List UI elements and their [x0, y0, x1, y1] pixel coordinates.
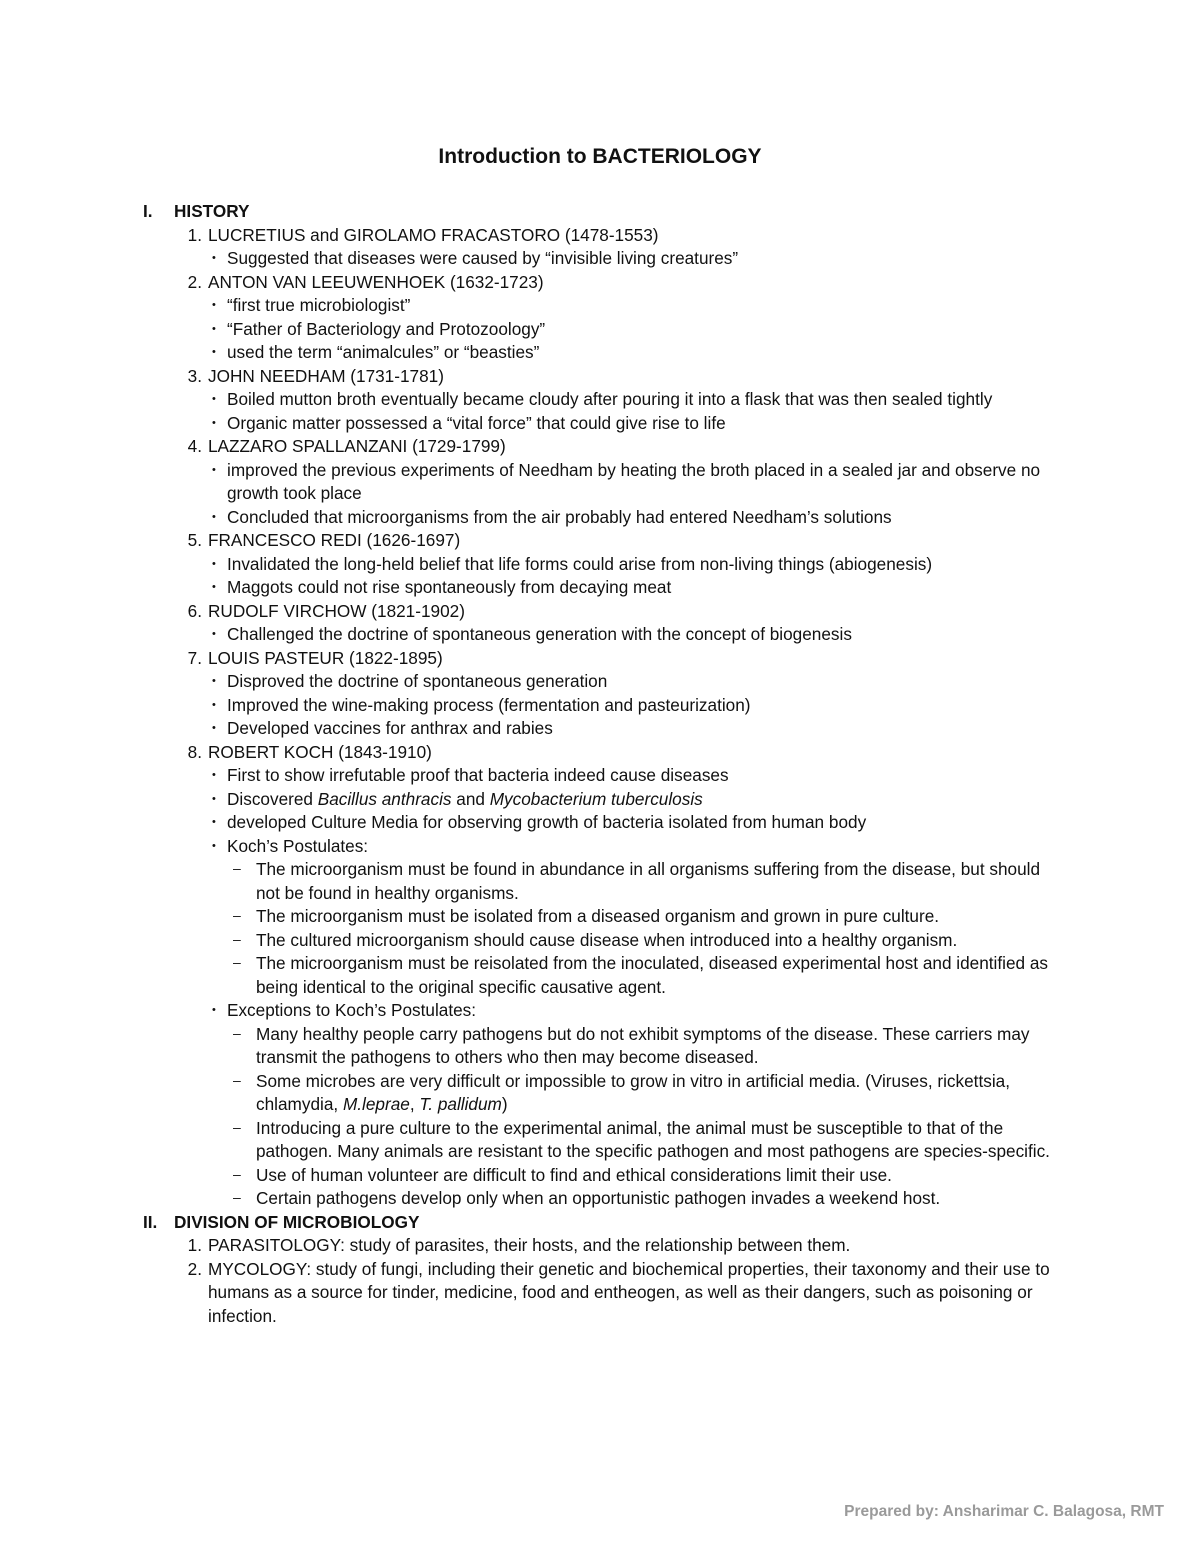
bullet-item — [208, 576, 1063, 600]
sub-list — [227, 1023, 1063, 1211]
dash-icon: – — [233, 860, 241, 876]
italic-term: Bacillus anthracis — [317, 788, 452, 809]
text-run: used the term “animalcules” or “beasties” — [227, 342, 540, 362]
text-run: Concluded that microorganisms from the air probably had entered Needham’s solutions — [227, 506, 892, 527]
item-number: 5. — [187, 530, 202, 550]
item-number: 8. — [187, 741, 202, 762]
item-label: RUDOLF VIRCHOW (1821-1902) — [208, 600, 465, 621]
list-item — [174, 741, 1063, 1211]
bullet-item — [208, 835, 1063, 1000]
bullet-text — [227, 388, 1063, 412]
bullet-dot-icon: • — [212, 346, 216, 358]
bullet-item — [208, 553, 1063, 577]
bullet-dot-icon: • — [212, 581, 216, 593]
bullet-dot-icon: • — [212, 698, 216, 711]
item-label: JOHN NEEDHAM (1731-1781) — [208, 365, 444, 386]
bullet-dot-icon: • — [212, 628, 216, 640]
bullet-text — [227, 341, 1063, 365]
bullet-item — [208, 788, 1063, 812]
text-run: Invalidated the long-held belief that life forms could arise from non-living things (abiogenesis) — [227, 553, 933, 574]
item-label: ANTON VAN LEEUWENHOEK (1632-1723) — [208, 271, 544, 292]
text-run: The cultured microorganism should cause disease when introduced into a healthy organism. — [256, 929, 958, 950]
list-item — [174, 435, 1063, 529]
bullet-dot-icon: • — [212, 252, 216, 264]
section-numeral: I. — [143, 201, 153, 221]
list-item — [174, 647, 1063, 741]
text-run: Many healthy people carry pathogens but do not exhibit symptoms of the disease. These carriers may transmit the pathogens to others who then may become diseased. — [256, 1023, 1030, 1067]
bullet-dot-icon: • — [212, 393, 216, 405]
bullet-item — [208, 412, 1063, 436]
text-run: developed Culture Media for observing growth of bacteria isolated from human body — [227, 812, 867, 832]
sub-item — [227, 1023, 1063, 1070]
text-run: Use of human volunteer are difficult to find and ethical considerations limit their use. — [256, 1164, 892, 1185]
section-numeral: II. — [143, 1211, 158, 1232]
sub-text — [256, 1187, 1063, 1211]
text-run: “Father of Bacteriology and Protozoology” — [227, 318, 546, 339]
item-label: LOUIS PASTEUR (1822-1895) — [208, 647, 443, 668]
text-run: Discovered — [227, 788, 318, 809]
item-number: 2. — [187, 1258, 202, 1279]
text-run: Organic matter possessed a “vital force” that could give rise to life — [227, 412, 726, 433]
prepared-by-footer: Prepared by: Ansharimar C. Balagosa, RMT — [844, 1503, 1164, 1520]
sub-item — [227, 1070, 1063, 1117]
list-item — [174, 600, 1063, 647]
sub-item — [227, 1187, 1063, 1211]
bullet-dot-icon: • — [212, 816, 216, 828]
text-run: , — [409, 1094, 420, 1114]
bullet-text — [227, 835, 1063, 859]
bullet-text — [227, 670, 1063, 694]
italic-term: Mycobacterium tuberculosis — [489, 788, 703, 809]
document-body — [143, 200, 1063, 1328]
sub-item — [227, 1117, 1063, 1164]
bullet-text — [227, 764, 1063, 788]
list-item — [174, 365, 1063, 436]
item-number: 2. — [187, 271, 202, 292]
bullet-item — [208, 459, 1063, 506]
item-label: LAZZARO SPALLANZANI (1729-1799) — [208, 436, 506, 456]
sub-text — [256, 1117, 1063, 1164]
item-number: 4. — [187, 436, 202, 456]
bullet-dot-icon: • — [212, 675, 216, 687]
item-label: FRANCESCO REDI (1626-1697) — [208, 530, 461, 550]
section — [143, 200, 1063, 1211]
text-run: Suggested that diseases were caused by “invisible living creatures” — [227, 248, 739, 268]
item-label: PARASITOLOGY: study of parasites, their hosts, and the relationship between them. — [208, 1235, 851, 1255]
text-run: Some microbes are very difficult or impossible to grow in vitro in artificial media. (Viruses, rickettsia, chlamydia, — [256, 1070, 1010, 1114]
text-run: The microorganism must be reisolated from the inoculated, diseased experimental host and identified as being identical to the original specific causative agent. — [256, 953, 1049, 997]
bullet-item — [208, 623, 1063, 647]
text-run: Exceptions to Koch’s Postulates: — [227, 1000, 477, 1020]
dash-icon: – — [233, 954, 241, 970]
text-run: Maggots could not rise spontaneously from decaying meat — [227, 577, 672, 597]
document-title: Introduction to BACTERIOLOGY — [438, 145, 762, 168]
sub-text — [256, 952, 1063, 999]
sub-list — [227, 858, 1063, 999]
bullet-dot-icon: • — [212, 769, 216, 781]
list-item — [174, 1258, 1063, 1329]
text-run: Challenged the doctrine of spontaneous generation with the concept of biogenesis — [227, 624, 852, 644]
bullet-item — [208, 811, 1063, 835]
item-number: 7. — [187, 647, 202, 668]
text-run: Certain pathogens develop only when an opportunistic pathogen invades a weekend host. — [256, 1188, 941, 1208]
bullet-item — [208, 764, 1063, 788]
text-run: “first true microbiologist” — [227, 295, 411, 315]
sub-text — [256, 1164, 1063, 1188]
section-heading — [143, 200, 1063, 224]
bullet-item — [208, 318, 1063, 342]
text-run: ) — [501, 1094, 508, 1114]
bullet-item — [208, 247, 1063, 271]
italic-term: M.leprae — [342, 1094, 410, 1114]
bullet-item — [208, 341, 1063, 365]
section-heading-text: HISTORY — [174, 201, 250, 221]
item-number: 1. — [187, 224, 202, 245]
bullet-dot-icon: • — [212, 299, 216, 311]
numbered-list — [143, 224, 1063, 1211]
sub-text — [256, 858, 1063, 905]
numbered-list — [143, 1234, 1063, 1328]
dash-icon: – — [233, 1189, 241, 1205]
bullet-text — [227, 694, 1063, 718]
text-run: Improved the wine-making process (fermentation and pasteurization) — [227, 694, 751, 715]
item-number: 6. — [187, 600, 202, 621]
bullet-text — [227, 553, 1063, 577]
bullet-dot-icon: • — [212, 839, 216, 852]
text-run: Koch’s Postulates: — [227, 835, 369, 856]
list-item — [174, 529, 1063, 600]
item-label: ROBERT KOCH (1843-1910) — [208, 741, 432, 762]
sub-item — [227, 858, 1063, 905]
section — [143, 1211, 1063, 1329]
bullet-item — [208, 506, 1063, 530]
bullet-text — [227, 294, 1063, 318]
bullet-text — [227, 717, 1063, 741]
bullet-item — [208, 294, 1063, 318]
list-item — [174, 1234, 1063, 1258]
item-label: MYCOLOGY: study of fungi, including their genetic and biochemical properties, their taxonomy and their use to humans as a source for tinder, medicine, food and entheogen, as well as their dangers, such as poisoning or infection. — [208, 1258, 1050, 1326]
dash-icon: – — [233, 907, 241, 923]
text-run: and — [451, 788, 490, 809]
text-run: Introducing a pure culture to the experimental animal, the animal must be susceptible to that of the pathogen. Many animals are resistant to the specific pathogen and most pathogens are species-specific. — [256, 1117, 1050, 1161]
dash-icon: – — [233, 1024, 241, 1041]
dash-icon: – — [233, 1165, 241, 1182]
list-item — [174, 224, 1063, 271]
item-label: LUCRETIUS and GIROLAMO FRACASTORO (1478-1553) — [208, 224, 659, 245]
sub-text — [256, 1023, 1063, 1070]
bullet-item — [208, 388, 1063, 412]
bullet-dot-icon: • — [212, 510, 216, 523]
bullet-dot-icon: • — [212, 322, 216, 335]
text-run: The microorganism must be found in abundance in all organisms suffering from the disease, but should not be found in healthy organisms. — [256, 859, 1041, 903]
bullet-item — [208, 999, 1063, 1211]
text-run: Developed vaccines for anthrax and rabies — [227, 718, 553, 738]
sub-item — [227, 952, 1063, 999]
bullet-text — [227, 506, 1063, 530]
sub-text — [256, 1070, 1063, 1117]
bullet-text — [227, 459, 1063, 506]
text-run: First to show irrefutable proof that bacteria indeed cause diseases — [227, 765, 729, 785]
list-item — [174, 271, 1063, 365]
bullet-text — [227, 623, 1063, 647]
bullet-dot-icon: • — [212, 722, 216, 734]
sub-item — [227, 1164, 1063, 1188]
bullet-text — [227, 412, 1063, 436]
dash-icon: – — [233, 1071, 241, 1088]
section-heading — [143, 1211, 1063, 1235]
dash-icon: – — [233, 930, 241, 947]
dash-icon: – — [233, 1118, 241, 1135]
bullet-item — [208, 717, 1063, 741]
text-run: Boiled mutton broth eventually became cloudy after pouring it into a flask that was then sealed tightly — [227, 389, 993, 409]
bullet-text — [227, 999, 1063, 1023]
section-heading-text: DIVISION OF MICROBIOLOGY — [174, 1211, 420, 1232]
bullet-dot-icon: • — [212, 1004, 216, 1016]
text-run: improved the previous experiments of Needham by heating the broth placed in a sealed jar and observe no growth took place — [227, 459, 1041, 503]
bullet-text — [227, 811, 1063, 835]
bullet-dot-icon: • — [212, 416, 216, 429]
bullet-dot-icon: • — [212, 463, 216, 476]
bullet-dot-icon: • — [212, 792, 216, 805]
bullet-item — [208, 694, 1063, 718]
sub-text — [256, 905, 1063, 929]
bullet-dot-icon: • — [212, 557, 216, 570]
sub-item — [227, 929, 1063, 953]
bullet-text — [227, 788, 1063, 812]
bullet-text — [227, 318, 1063, 342]
bullet-text — [227, 576, 1063, 600]
bullet-item — [208, 670, 1063, 694]
sub-text — [256, 929, 1063, 953]
sub-item — [227, 905, 1063, 929]
item-number: 3. — [187, 365, 202, 386]
text-run: Disproved the doctrine of spontaneous generation — [227, 671, 608, 691]
bullet-text — [227, 247, 1063, 271]
text-run: The microorganism must be isolated from a diseased organism and grown in pure culture. — [256, 906, 940, 926]
item-number: 1. — [187, 1235, 202, 1255]
italic-term: T. pallidum — [419, 1094, 502, 1114]
